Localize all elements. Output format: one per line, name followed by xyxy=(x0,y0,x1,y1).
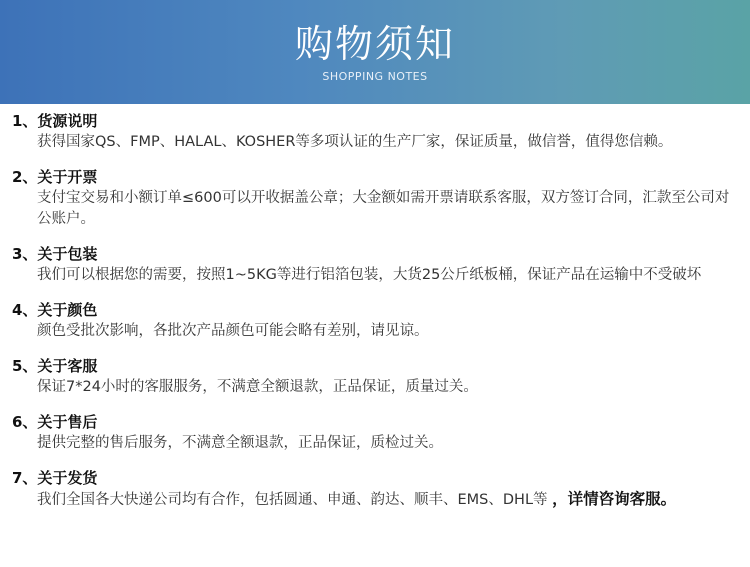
note-heading: 5、关于客服 xyxy=(12,357,98,375)
note-body: 支付宝交易和小额订单≤600可以开收据盖公章；大金额如需开票请联系客服，双方签订合同，汇款至公司对公账户。 xyxy=(37,190,730,227)
note-heading: 7、关于发货 xyxy=(12,469,98,487)
note-invoice xyxy=(12,166,750,230)
note-body: 保证7*24小时的客服服务，不满意全额退款，正品保证，质量过关。 xyxy=(37,379,478,395)
page-title: 购物须知 xyxy=(294,22,455,66)
note-heading: 3、关于包装 xyxy=(12,245,98,263)
note-heading: 4、关于颜色 xyxy=(12,301,98,319)
note-after-sales xyxy=(12,411,750,454)
notes-list xyxy=(0,104,750,511)
note-body: 我们可以根据您的需要，按照1~5KG等进行铝箔包装，大货25公斤纸板桶，保证产品在运输中不受破坏 xyxy=(37,267,702,283)
note-packaging xyxy=(12,243,750,286)
note-body-text: 我们全国各大快递公司均有合作，包括圆通、申通、韵达、顺丰、EMS、DHL等 xyxy=(37,492,553,508)
note-body: 提供完整的售后服务，不满意全额退款，正品保证，质检过关。 xyxy=(37,435,443,451)
note-heading: 2、关于开票 xyxy=(12,168,98,186)
note-heading: 6、关于售后 xyxy=(12,413,98,431)
note-customer-service xyxy=(12,355,750,398)
note-source xyxy=(12,110,750,153)
note-heading: 1、货源说明 xyxy=(12,112,98,130)
header-banner xyxy=(0,0,750,104)
note-body-emphasis: ，详情咨询客服。 xyxy=(552,490,677,508)
note-shipping xyxy=(12,467,750,511)
note-color xyxy=(12,299,750,342)
note-body xyxy=(12,489,750,511)
note-body: 颜色受批次影响，各批次产品颜色可能会略有差别，请见谅。 xyxy=(37,323,429,339)
note-body: 获得国家QS、FMP、HALAL、KOSHER等多项认证的生产厂家，保证质量，做信誉，值得您信赖。 xyxy=(37,134,673,150)
page-subtitle: SHOPPING NOTES xyxy=(322,70,428,83)
